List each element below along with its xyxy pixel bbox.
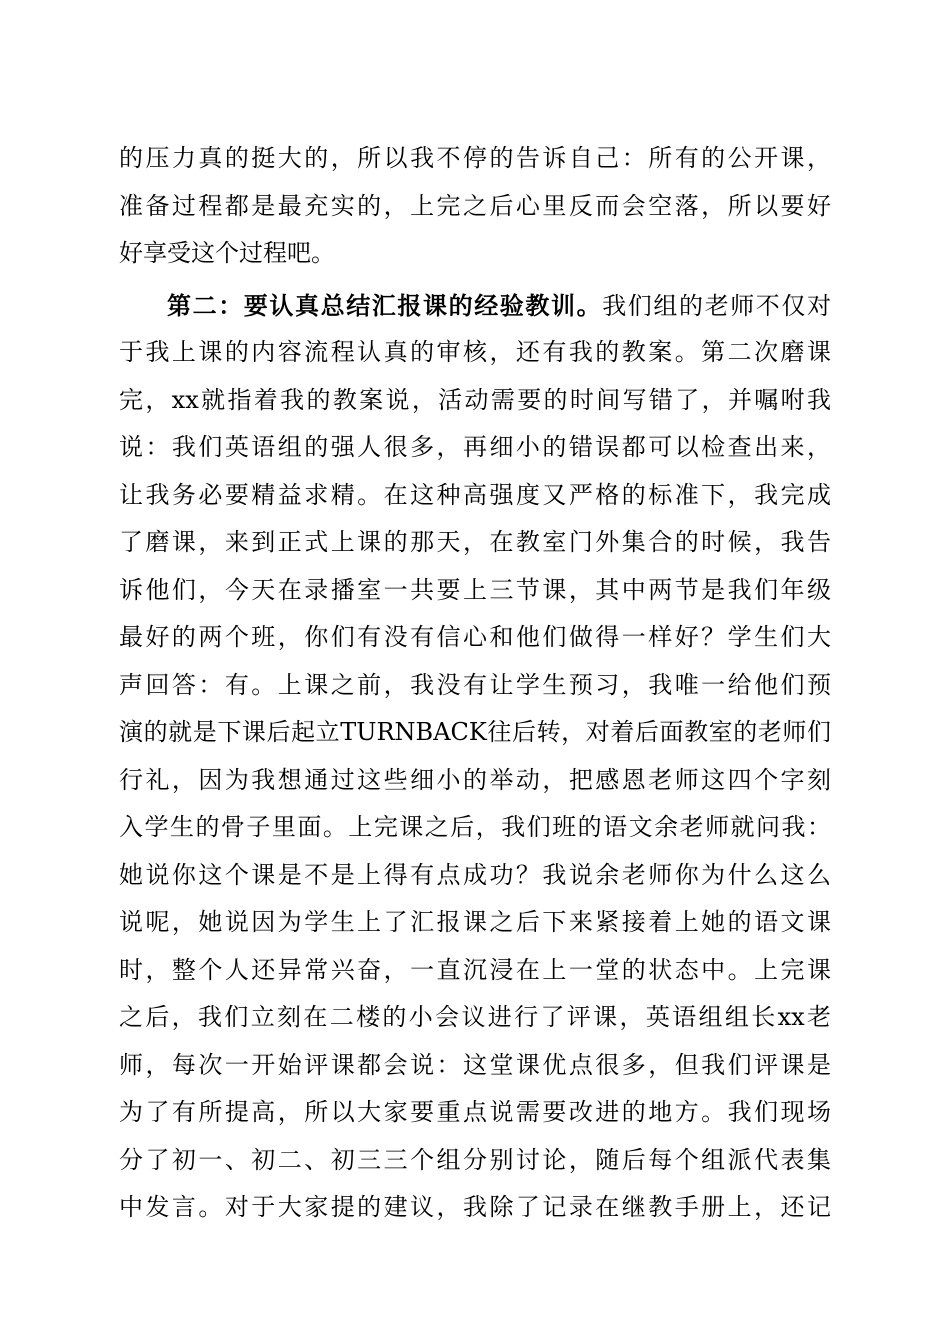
text-line: 声回答：有。上课之前，我没有让学生预习，我唯一给他们预 (119, 670, 831, 699)
text-line: 中发言。对于大家提的建议，我除了记录在继教手册上，还记 (119, 1193, 831, 1221)
text-line: 分了初一、初二、初三三个组分别讨论，随后每个组派代表集 (119, 1145, 831, 1174)
text-line: 她说你这个课是不是上得有点成功？我说余老师你为什么这么 (119, 860, 831, 889)
paragraph-2 (119, 282, 831, 1232)
text-line (119, 282, 831, 330)
text-line: 诉他们，今天在录播室一共要上三节课，其中两节是我们年级 (119, 575, 831, 604)
text-line: 让我务必要精益求精。在这种高强度又严格的标准下，我完成 (119, 480, 831, 509)
text-line: 说：我们英语组的强人很多，再细小的错误都可以检查出来， (119, 433, 831, 461)
text-line: 好享受这个过程吧。 (119, 239, 335, 267)
text-run: 我们组的老师不仅对 (602, 291, 831, 320)
text-line: 最好的两个班，你们有没有信心和他们做得一样好？学生们大 (119, 623, 831, 651)
paragraph-1 (119, 135, 831, 278)
text-line: 于我上课的内容流程认真的审核，还有我的教案。第二次磨课 (119, 338, 831, 366)
text-line: 为了有所提高，所以大家要重点说需要改进的地方。我们现场 (119, 1098, 831, 1126)
text-line: 行礼，因为我想通过这些细小的举动，把感恩老师这四个字刻 (119, 765, 831, 794)
text-line: 准备过程都是最充实的，上完之后心里反而会空落，所以要好 (119, 191, 831, 220)
text-line: 说呢，她说因为学生上了汇报课之后下来紧接着上她的语文课 (119, 908, 831, 936)
body-text (119, 135, 831, 1232)
text-line: 了磨课，来到正式上课的那天，在教室门外集合的时候，我告 (119, 528, 831, 556)
text-line: 演的就是下课后起立TURNBACK往后转，对着后面教室的老师们 (119, 718, 831, 746)
text-line: 之后，我们立刻在二楼的小会议进行了评课，英语组组长xx老 (119, 1003, 831, 1031)
text-line: 时，整个人还异常兴奋，一直沉浸在上一堂的状态中。上完课 (119, 955, 831, 984)
section-heading: 第二：要认真总结汇报课的经验教训。 (167, 290, 603, 320)
text-line: 入学生的骨子里面。上完课之后，我们班的语文余老师就问我： (119, 813, 831, 841)
text-line: 的压力真的挺大的，所以我不停的告诉自己：所有的公开课， (119, 144, 831, 172)
text-line: 师，每次一开始评课都会说：这堂课优点很多，但我们评课是 (119, 1050, 831, 1079)
text-line: 完，xx就指着我的教案说，活动需要的时间写错了，并嘱咐我 (119, 385, 831, 414)
